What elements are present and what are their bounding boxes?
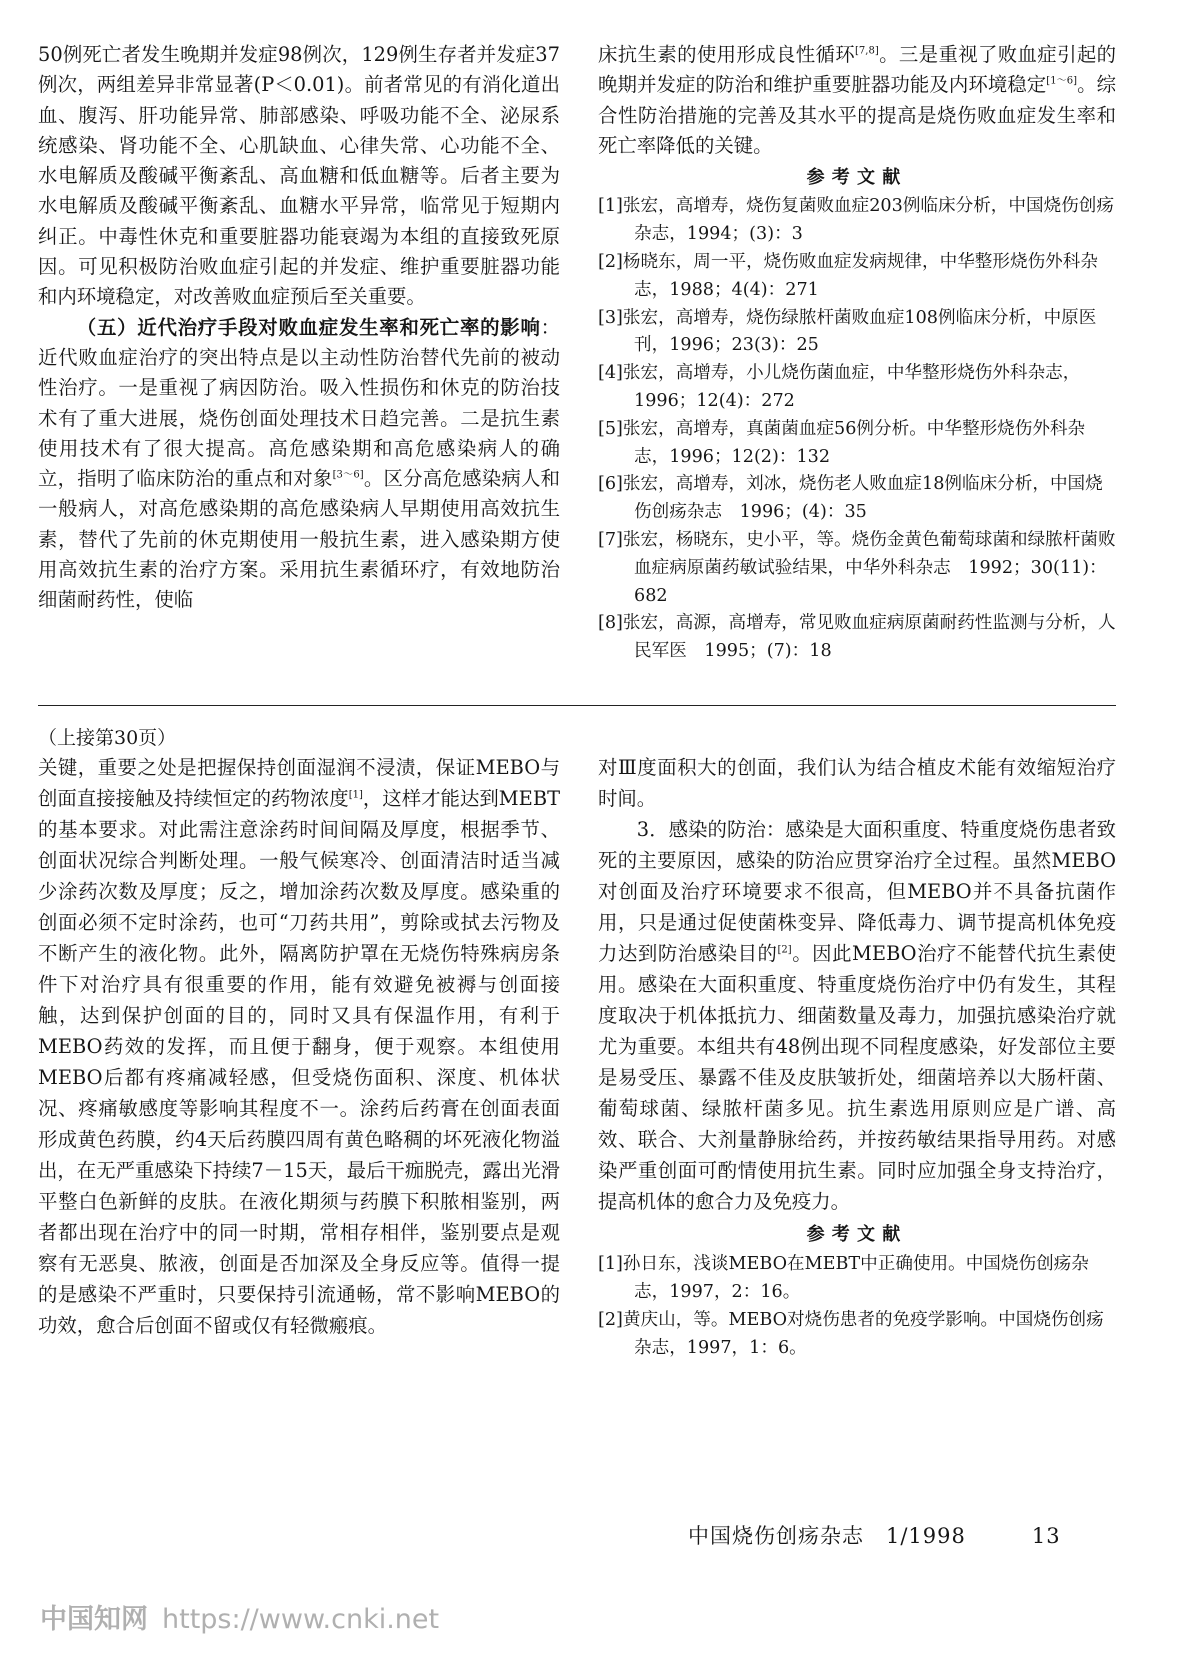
- reference-item: [3]张宏，高增寿，烧伤绿脓杆菌败血症108例临床分析，中原医刊，1996；23(3)：25: [598, 307, 1097, 356]
- reference-item: [2]黄庆山，等。MEBO对烧伤患者的免疫学影响。中国烧伤创疡杂志，1997，1：6。: [598, 1310, 1104, 1358]
- body-paragraph: 50例死亡者发生晚期并发症98例次，129例生存者并发症37例次，两组差异非常显著(P＜0.01)。前者常见的有消化道出血、腹泻、肝功能异常、肺部感染、呼吸功能不全、泌尿系统感染、肾功能不全、心肌缺血、心律失常、心功能不全、水电解质及酸碱平衡紊乱、高血糖和低血糖等。后者主要为水电解质及酸碱平衡紊乱、血糖水平异常，临常见于短期内纠正。中毒性休克和重要脏器功能衰竭为本组的直接致死原因。可见积极防治败血症引起的并发症、维护重要脏器功能和内环境稳定，对改善败血症预后至关重要。: [38, 43, 560, 309]
- cnki-watermark: [40, 1597, 439, 1636]
- reference-item: [8]张宏，高源，高增寿，常见败血症病原菌耐药性监测与分析，人民军医 1995；(7)：18: [598, 613, 1116, 662]
- page-number: 13: [1031, 1524, 1061, 1548]
- body-text: 。综合性防治措施的完善及其水平的提高是烧伤败血症发生率和死亡率降低的关键。: [598, 73, 1117, 157]
- body-text: 床抗生素的使用形成良性循环: [598, 43, 856, 66]
- reference-item: [5]张宏，高增寿，真菌菌血症56例分析。中华整形烧伤外科杂志，1996；12(2)：132: [598, 418, 1086, 467]
- reference-item: [1]张宏，高增寿，烧伤复菌败血症203例临床分析，中国烧伤创疡杂志，1994；(3)：3: [598, 196, 1114, 245]
- citation: [3～6]: [332, 469, 364, 481]
- watermark-url: https://www.cnki.net: [162, 1604, 440, 1635]
- references-heading: 参考文献: [806, 167, 908, 189]
- watermark-cn: 中国知网: [40, 1604, 148, 1635]
- reference-item: [1]孙日东，浅谈MEBO在MEBT中正确使用。中国烧伤创疡杂志，1997，2：16。: [598, 1254, 1089, 1302]
- page-footer: [688, 1520, 1061, 1550]
- body-text: ，这样才能达到MEBT的基本要求。对此需注意涂药时间间隔及厚度，根据季节、创面状况综合判断处理。一般气候寒冷、创面清洁时适当减少涂药次数及厚度；反之，增加涂药次数及厚度。感染重的创面必须不定时涂药，也可“刀药共用”，剪除或拭去污物及不断产生的液化物。此外，隔离防护罩在无烧伤特殊病房条件下对治疗具有很重要的作用，能有效避免被褥与创面接触，达到保护创面的目的，同时又具有保温作用，有利于MEBO药效的发挥，而且便于翻身，便于观察。本组使用MEBO后都有疼痛减轻感，但受烧伤面积、深度、机体状况、疼痛敏感度等影响其程度不一。涂药后药膏在创面表面形成黄色药膜，约4天后药膜四周有黄色略稠的坏死液化物溢出，在无严重感染下持续7－15天，最后干痂脱壳，露出光滑平整白色新鲜的皮肤。在液化期须与药膜下积脓相鉴别，两者都出现在治疗中的同一时期，常相存相伴，鉴别要点是观察有无恶臭、脓液，创面是否加深及全身反应等。值得一提的是感染不严重时，只要保持引流通畅，常不影响MEBO的功效，愈合后创面不留或仅有轻微瘢痕。: [38, 787, 560, 1337]
- reference-item: [4]张宏，高增寿，小儿烧伤菌血症，中华整形烧伤外科杂志，1996；12(4)：272: [598, 363, 1081, 412]
- citation: [7,8]: [855, 45, 879, 57]
- body-paragraph: [598, 814, 1116, 1217]
- citation: [1]: [348, 789, 363, 801]
- body-text: 3．感染的防治：感染是大面积重度、特重度烧伤患者致死的主要原因，感染的防治应贯穿治疗全过程。虽然MEBO对创面及治疗环境要求不很高，但MEBO并不具备抗菌作用，只是通过促使菌株变异、降低毒力、调节提高机体免疫力达到防治感染目的: [598, 818, 1116, 965]
- journal-name: 中国烧伤创疡杂志 1/1998: [688, 1524, 966, 1548]
- body-paragraph: [598, 40, 1116, 161]
- citation: [1～6]: [1046, 75, 1078, 87]
- section-divider: [38, 705, 1116, 706]
- body-text: 。因此MEBO治疗不能替代抗生素使用。感染在大面积重度、特重度烧伤治疗中仍有发生，其程度取决于机体抵抗力、细菌数量及毒力，加强抗感染治疗就尤为重要。本组共有48例出现不同程度感染，好发部位主要是易受压、暴露不佳及皮肤皱折处，细菌培养以大肠杆菌、葡萄球菌、绿脓杆菌多见。抗生素选用原则应是广谱、高效、联合、大剂量静脉给药，并按药敏结果指导用药。对感染严重创面可酌情使用抗生素。同时应加强全身支持治疗，提高机体的愈合力及免疫力。: [598, 942, 1117, 1213]
- bottom-left-column: [38, 752, 560, 1341]
- reference-list: [598, 1250, 1116, 1362]
- reference-item: [7]张宏，杨晓东，史小平，等。烧伤金黄色葡萄球菌和绿脓杆菌败血症病原菌药敏试验结果，中华外科杂志 1992；30(11)：682: [598, 530, 1116, 606]
- body-text: 关键，重要之处是把握保持创面湿润不浸渍，保证MEBO与创面直接接触及持续恒定的药物浓度: [38, 756, 560, 810]
- reference-list: [598, 193, 1116, 666]
- reference-item: [6]张宏，高增寿，刘冰，烧伤老人败血症18例临床分析，中国烧伤创疡杂志 1996；(4)：35: [598, 474, 1103, 523]
- top-left-column: [38, 40, 560, 616]
- section-text: ：近代败血症治疗的突出特点是以主动性防治替代先前的被动性治疗。一是重视了病因防治。吸入性损伤和休克的防治技术有了重大进展，烧伤创面处理技术日趋完善。二是抗生素使用技术有了很大提高。高危感染期和高危感染病人的确立，指明了临床防治的重点和对象: [38, 315, 560, 491]
- reference-item: [2]杨晓东，周一平，烧伤败血症发病规律，中华整形烧伤外科杂志，1988；4(4)：271: [598, 252, 1098, 300]
- continuation-note: （上接第30页）: [38, 727, 177, 749]
- section-text: 。区分高危感染病人和一般病人，对高危感染期的高危感染病人早期使用高效抗生素，替代了先前的休克期使用一般抗生素，进入感染期方使用高效抗生素的治疗方案。采用抗生素循环疗，有效地防治细菌耐药性，使临: [38, 467, 561, 612]
- section-paragraph: [38, 313, 560, 616]
- citation: [2]: [777, 944, 792, 956]
- section-heading: （五）近代治疗手段对败血症发生率和死亡率的影响: [76, 315, 541, 339]
- top-right-column: [598, 40, 1116, 666]
- references-heading: 参考文献: [806, 1224, 908, 1245]
- bottom-right-column: [598, 752, 1116, 1362]
- body-paragraph: 对Ⅲ度面积大的创面，我们认为结合植皮术能有效缩短治疗时间。: [598, 756, 1116, 810]
- body-paragraph: [38, 752, 560, 1341]
- body-text: 。三是重视了败血症引起的晚期并发症的防治和维护重要脏器功能及内环境稳定: [598, 43, 1117, 97]
